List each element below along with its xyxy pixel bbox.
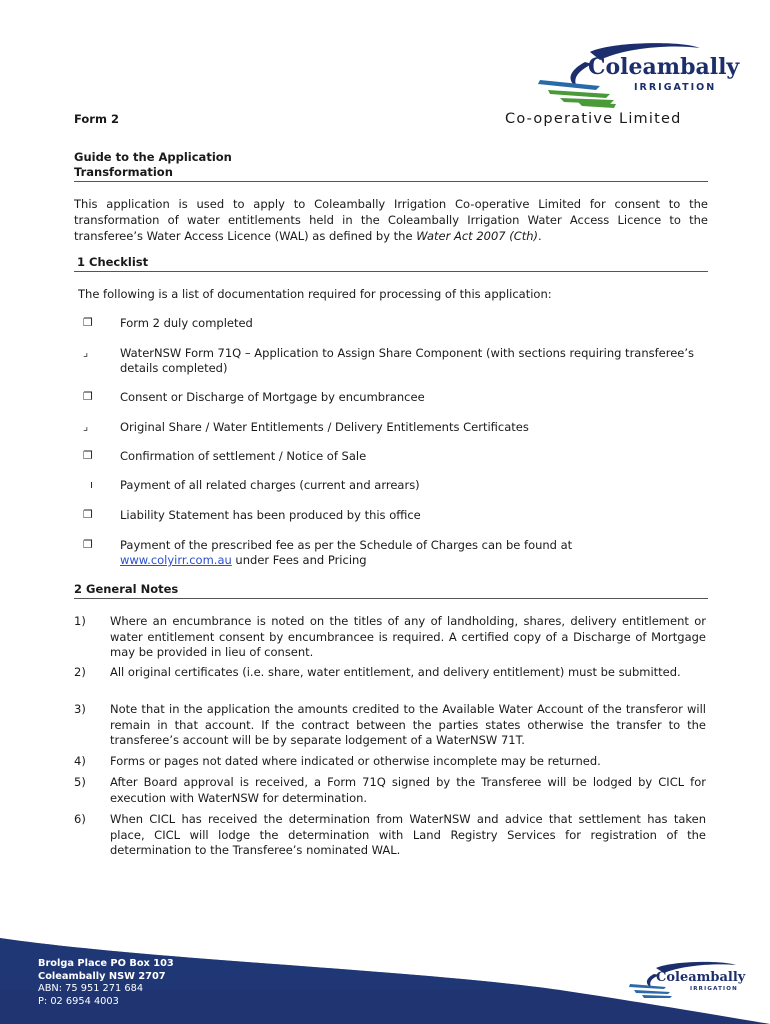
checklist-item: Confirmation of settlement / Notice of Sale (120, 449, 367, 463)
checkbox-icon[interactable]: ❐ (83, 538, 93, 551)
note-number: 4) (74, 754, 86, 768)
checklist-item-suffix: under Fees and Pricing (231, 553, 367, 567)
footer-brand-sub: IRRIGATION (690, 986, 738, 992)
footer-address-line2: Coleambally NSW 2707 (38, 970, 166, 982)
note-number: 5) (74, 775, 86, 789)
checklist-item: Form 2 duly completed (120, 316, 253, 330)
note-text: Forms or pages not dated where indicated or otherwise incomplete may be returned. (110, 754, 601, 768)
footer-phone: P: 02 6954 4003 (38, 995, 119, 1007)
intro-before: This application is used to apply to Coleambally Irrigation Co-operative Limited for consent to the transformation of water entitlements held in the Coleambally Irrigation Water Access Licence to the transferee’s Water Access Licence (WAL) as defined by the (74, 197, 708, 243)
note-text: Note that in the application the amounts credited to the Available Water Account of the transferor will remain in that account. If the contract between the parties states otherwise the transfer to the transferee’s account will be by separate lodgement of a WaterNSW 71T. (110, 702, 706, 748)
note-text: All original certificates (i.e. share, water entitlement, and delivery entitlement) must be submitted. (110, 665, 681, 679)
coop-subtitle: Co-operative Limited (505, 111, 682, 127)
checkbox-icon[interactable]: ❐ (83, 390, 93, 403)
guide-title-line1: Guide to the Application (74, 150, 232, 164)
note-number: 6) (74, 812, 86, 826)
checkbox-icon[interactable]: ❐ (83, 316, 93, 329)
note-number: 2) (74, 665, 86, 679)
checkbox-icon[interactable]: ❐ (83, 508, 93, 521)
notes-heading: 2 General Notes (74, 582, 708, 599)
intro-after: . (538, 229, 542, 243)
footer-brand-name: Coleambally (656, 970, 746, 985)
guide-title (74, 150, 708, 182)
checklist-item: Liability Statement has been produced by this office (120, 508, 421, 522)
checklist-item (120, 538, 710, 568)
note-number: 1) (74, 614, 86, 628)
checkbox-icon[interactable]: ⌟ (83, 420, 89, 433)
coleambally-logo-small (626, 960, 756, 1000)
note-text: Where an encumbrance is noted on the titles of any of landholding, shares, delivery entitlement or water entitlement consent by encumbrancee is required. A certified copy of a Discharge of Mortgage may be provided in lieu of consent. (110, 614, 706, 660)
checklist-item: Payment of all related charges (current and arrears) (120, 478, 420, 492)
note-text: When CICL has received the determination from WaterNSW and advice that settlement has taken place, CICL will lodge the determination with Land Registry Services for registration of the determination to the Transferee’s nominated WAL. (110, 812, 706, 858)
brand-sub: IRRIGATION (634, 82, 717, 93)
footer-address (38, 958, 174, 1008)
note-number: 3) (74, 702, 86, 716)
checklist-heading: 1 Checklist (74, 255, 708, 272)
checklist-item: WaterNSW Form 71Q – Application to Assign Share Component (with sections requiring transferee’s details completed) (120, 346, 695, 375)
footer-abn: ABN: 75 951 271 684 (38, 983, 144, 995)
checklist-item-text: Payment of the prescribed fee as per the Schedule of Charges can be found at (120, 538, 573, 552)
form-label: Form 2 (74, 112, 119, 126)
website-link[interactable]: www.colyirr.com.au (120, 553, 232, 567)
checkbox-icon[interactable]: ❐ (83, 449, 93, 462)
checklist-lead: The following is a list of documentation required for processing of this application: (78, 287, 552, 301)
intro-act: Water Act 2007 (Cth) (416, 229, 539, 243)
coleambally-logo (530, 40, 750, 110)
intro-paragraph (74, 196, 708, 244)
guide-title-line2: Transformation (74, 165, 173, 179)
brand-name: Coleambally (588, 54, 740, 80)
note-text: After Board approval is received, a Form 71Q signed by the Transferee will be lodged by CICL for execution with WaterNSW for determination. (110, 775, 706, 805)
checkbox-icon[interactable]: ı (90, 478, 94, 491)
footer-address-line1: Brolga Place PO Box 103 (38, 958, 174, 969)
checklist-item: Original Share / Water Entitlements / Delivery Entitlements Certificates (120, 420, 529, 434)
checklist-item: Consent or Discharge of Mortgage by encumbrancee (120, 390, 425, 404)
checkbox-icon[interactable]: ⌟ (83, 346, 89, 359)
